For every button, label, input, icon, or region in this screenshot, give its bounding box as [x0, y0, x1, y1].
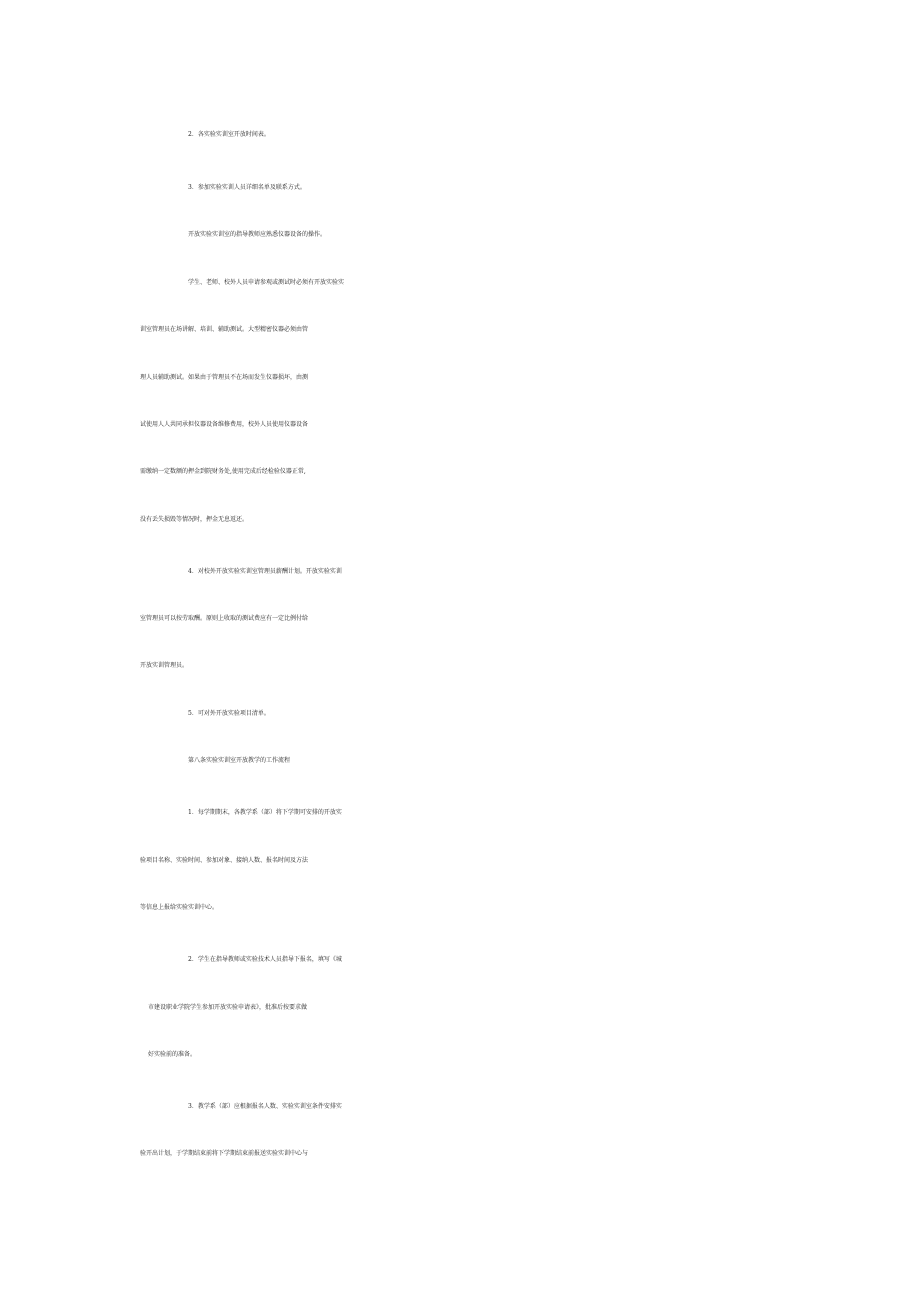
- text-line: 试使用人人共同承担仪器设备维修费用，校外人员使用仪器设备: [140, 421, 309, 428]
- text-line: 开放实训管理员。: [140, 662, 189, 669]
- text-line: 训室管理员在场讲解、培训、辅助测试。大型精密仪器必须由管: [140, 326, 309, 333]
- text-line: 市建设职业学院学生参加开放实验申请表》，批准后按要求做: [148, 1004, 308, 1011]
- text-line: 2．学生在指导教师或实验技术人员指导下报名，填写《城: [188, 956, 342, 963]
- text-line: 等信息上报给实验实训中心。: [140, 904, 219, 911]
- text-line: 2．各实验实训室开放时间表。: [188, 131, 270, 138]
- section-heading: 第八条实验实训室开放教学的工作流程: [188, 757, 291, 764]
- text-line: 室管理员可以按劳取酬。原则上收取的测试费应有一定比例付给: [140, 615, 309, 622]
- text-line: 4．对校外开放实验实训室管理员薪酬计划。开放实验实训: [188, 568, 342, 575]
- text-line: 学生、老师、校外人员申请参观或测试时必须有开放实验实: [188, 279, 345, 286]
- text-line: 需缴纳一定数额的押金到院财务处,使用完成后经检验仪器正常,: [140, 468, 306, 475]
- text-line: 验项目名称、实验时间、参加对象、接纳人数、报名时间及方法: [140, 857, 309, 864]
- text-line: 1．每学期期末，各教学系（部）将下学期可安排的开放实: [188, 809, 342, 816]
- text-line: 验开出计划，于学期结束前将下学期结束前报送实验实训中心与: [140, 1150, 309, 1157]
- text-line: 5．可对外开放实验项目清单。: [188, 710, 270, 717]
- text-line: 没有丢失损毁等情况时，押金无息返还。: [140, 516, 249, 523]
- text-line: 理人员辅助测试。如果由于管理员不在场而发生仪器损坏，由测: [140, 374, 309, 381]
- text-line: 3．教学系（部）应根据报名人数、实验实训室条件安排实: [188, 1103, 342, 1110]
- text-line: 3．参加实验实训人员详细名单及联系方式。: [188, 184, 306, 191]
- text-line: 好实验前的准备。: [148, 1051, 197, 1058]
- text-line: 开放实验实训室的指导教师应熟悉仪器设备的操作。: [188, 231, 327, 238]
